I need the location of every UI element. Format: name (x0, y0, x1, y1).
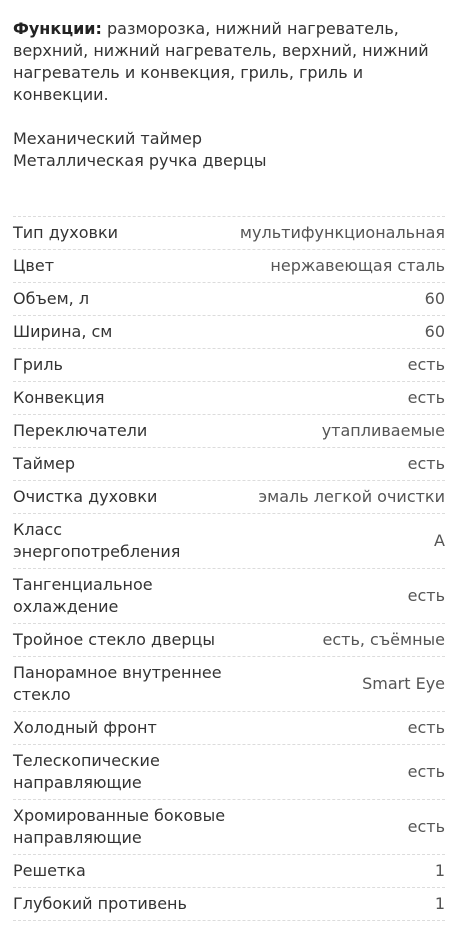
spec-row (13, 316, 445, 349)
spec-key: Тройное стекло дверцы (13, 630, 216, 649)
spec-value: есть (407, 817, 445, 836)
spec-row (13, 514, 445, 569)
spec-key: Цвет (13, 256, 55, 275)
spec-value: утапливаемые (321, 421, 445, 440)
spec-key: Очистка духовки (13, 487, 158, 506)
spec-value: нержавеющая сталь (270, 256, 445, 275)
spec-value: есть (407, 355, 445, 374)
spec-row (13, 657, 445, 712)
specs-table (13, 216, 445, 921)
spec-value: 60 (424, 322, 445, 341)
spec-key: Глубокий противень (13, 894, 187, 913)
feature-item: Механический таймер (13, 129, 203, 148)
spec-row (13, 415, 445, 448)
spec-value: A (434, 531, 445, 550)
spec-value: есть (407, 718, 445, 737)
spec-row (13, 855, 445, 888)
spec-key: Панорамное внутреннее стекло (13, 663, 222, 704)
spec-value: эмаль легкой очистки (258, 487, 445, 506)
spec-key: Тангенциальное охлаждение (13, 575, 153, 616)
spec-key: Таймер (13, 454, 76, 473)
spec-row (13, 250, 445, 283)
functions-label: Функции: (13, 19, 102, 38)
spec-key: Объем, л (13, 289, 90, 308)
spec-value: есть (407, 762, 445, 781)
feature-item: Металлическая ручка дверцы (13, 151, 267, 170)
spec-row (13, 448, 445, 481)
spec-key: Класс энергопотребления (13, 520, 181, 561)
spec-row (13, 349, 445, 382)
spec-value: есть (407, 454, 445, 473)
spec-key: Тип духовки (13, 223, 118, 242)
spec-value: 60 (424, 289, 445, 308)
spec-value: Smart Eye (362, 674, 445, 693)
spec-key: Решетка (13, 861, 86, 880)
spec-row (13, 569, 445, 624)
features-list (13, 128, 462, 172)
spec-row (13, 888, 445, 921)
spec-row (13, 481, 445, 514)
spec-key: Гриль (13, 355, 63, 374)
functions-text: разморозка, нижний нагреватель, верхний, нижний нагреватель, верхний, нижний нагреватель и конвекция, гриль, гриль и конвекции. (13, 19, 429, 104)
spec-row (13, 283, 445, 316)
functions-description (13, 18, 462, 106)
spec-value: есть (407, 388, 445, 407)
spec-value: есть (407, 586, 445, 605)
spec-row (13, 217, 445, 250)
spec-row (13, 745, 445, 800)
spec-row (13, 382, 445, 415)
spec-value: мультифункциональная (239, 223, 445, 242)
spec-row (13, 800, 445, 855)
spec-key: Хромированные боковые направляющие (13, 806, 226, 847)
spec-key: Ширина, см (13, 322, 113, 341)
spec-key: Переключатели (13, 421, 148, 440)
spec-row (13, 624, 445, 657)
spec-key: Холодный фронт (13, 718, 157, 737)
spec-value: 1 (434, 861, 445, 880)
spec-row (13, 712, 445, 745)
spec-value: 1 (434, 894, 445, 913)
spec-key: Телескопические направляющие (13, 751, 160, 792)
spec-key: Конвекция (13, 388, 105, 407)
spec-value: есть, съёмные (322, 630, 445, 649)
